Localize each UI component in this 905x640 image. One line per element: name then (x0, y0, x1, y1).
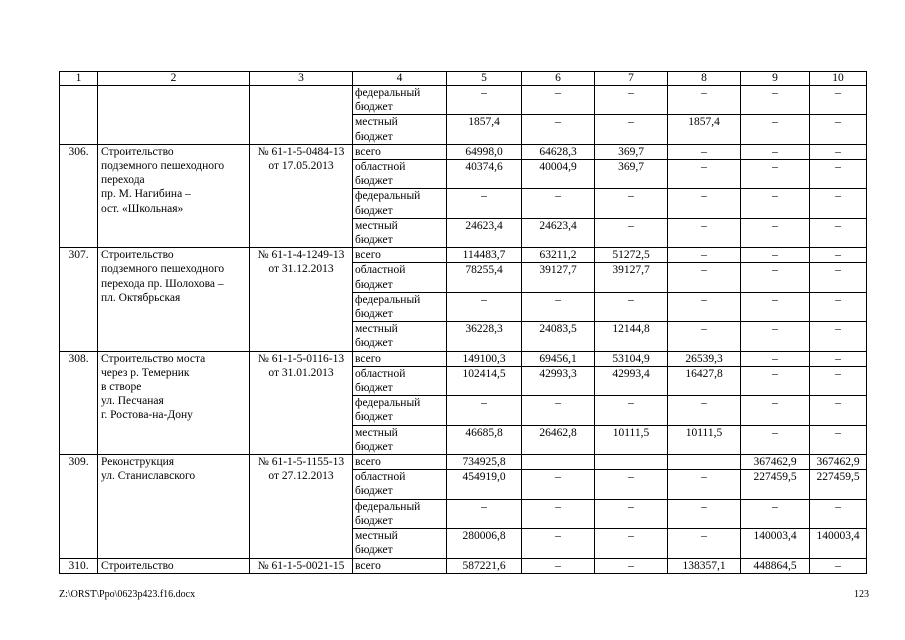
object-name-cell: Реконструкция ул. Станиславского (98, 455, 250, 558)
value-cell-c5: 102414,5 (447, 366, 522, 395)
object-name-cell: Строительство (98, 558, 250, 573)
value-cell-c7: – (595, 218, 668, 247)
value-cell-c9: – (741, 425, 810, 454)
value-cell-c5: 149100,3 (447, 351, 522, 366)
value-cell-c7: – (595, 86, 668, 115)
value-cell-c8 (668, 455, 741, 470)
value-cell-c6: 42993,3 (522, 366, 595, 395)
value-cell-c5: 24623,4 (447, 218, 522, 247)
value-cell-c8: – (668, 499, 741, 528)
col-header-9: 9 (741, 72, 810, 86)
value-cell-c5: 280006,8 (447, 529, 522, 558)
funding-source-cell: всего (353, 558, 447, 573)
value-cell-c10: – (810, 558, 867, 573)
value-cell-c7: – (595, 470, 668, 499)
value-cell-c7: – (595, 189, 668, 218)
value-cell-c9: – (741, 351, 810, 366)
table-body (60, 86, 867, 574)
value-cell-c9: – (741, 189, 810, 218)
value-cell-c5: – (447, 396, 522, 425)
item-number-cell: 307. (60, 248, 98, 351)
value-cell-c10: – (810, 499, 867, 528)
table-row (60, 248, 867, 263)
col-header-2: 2 (98, 72, 250, 86)
value-cell-c7: 369,7 (595, 160, 668, 189)
value-cell-c8: 26539,3 (668, 351, 741, 366)
value-cell-c6: – (522, 470, 595, 499)
value-cell-c6: 39127,7 (522, 263, 595, 292)
value-cell-c9: – (741, 115, 810, 144)
col-header-1: 1 (60, 72, 98, 86)
value-cell-c9: 140003,4 (741, 529, 810, 558)
value-cell-c8: – (668, 529, 741, 558)
value-cell-c10: – (810, 218, 867, 247)
value-cell-c5: – (447, 189, 522, 218)
item-number-cell: 310. (60, 558, 98, 573)
value-cell-c5: 587221,6 (447, 558, 522, 573)
funding-source-cell: местный бюджет (353, 322, 447, 351)
col-header-6: 6 (522, 72, 595, 86)
item-number-cell: 306. (60, 144, 98, 247)
value-cell-c9: 367462,9 (741, 455, 810, 470)
value-cell-c10: – (810, 322, 867, 351)
value-cell-c10: – (810, 248, 867, 263)
value-cell-c7: 42993,4 (595, 366, 668, 395)
funding-source-cell: федеральный бюджет (353, 189, 447, 218)
document-cell: № 61-1-5-1155-13 от 27.12.2013 (250, 455, 353, 558)
value-cell-c6: – (522, 189, 595, 218)
value-cell-c7: 39127,7 (595, 263, 668, 292)
value-cell-c6 (522, 455, 595, 470)
value-cell-c5: – (447, 86, 522, 115)
value-cell-c10: – (810, 425, 867, 454)
value-cell-c9: – (741, 292, 810, 321)
value-cell-c6: – (522, 86, 595, 115)
value-cell-c5: 454919,0 (447, 470, 522, 499)
value-cell-c7: 51272,5 (595, 248, 668, 263)
col-header-4: 4 (353, 72, 447, 86)
value-cell-c9: – (741, 218, 810, 247)
value-cell-c8: – (668, 218, 741, 247)
value-cell-c6: – (522, 115, 595, 144)
value-cell-c8: – (668, 86, 741, 115)
funding-source-cell: всего (353, 144, 447, 159)
value-cell-c9: 448864,5 (741, 558, 810, 573)
value-cell-c9: – (741, 366, 810, 395)
value-cell-c6: 24623,4 (522, 218, 595, 247)
table-row (60, 455, 867, 470)
col-header-8: 8 (668, 72, 741, 86)
value-cell-c8: – (668, 160, 741, 189)
value-cell-c9: – (741, 144, 810, 159)
value-cell-c7: 10111,5 (595, 425, 668, 454)
value-cell-c9: – (741, 322, 810, 351)
value-cell-c10: – (810, 351, 867, 366)
value-cell-c8: – (668, 189, 741, 218)
value-cell-c8: 10111,5 (668, 425, 741, 454)
funding-source-cell: областной бюджет (353, 470, 447, 499)
value-cell-c9: – (741, 86, 810, 115)
value-cell-c7: – (595, 115, 668, 144)
document-cell: № 61-1-4-1249-13 от 31.12.2013 (250, 248, 353, 351)
value-cell-c6: 64628,3 (522, 144, 595, 159)
document-cell: № 61-1-5-0484-13 от 17.05.2013 (250, 144, 353, 247)
value-cell-c10: 227459,5 (810, 470, 867, 499)
value-cell-c7: – (595, 499, 668, 528)
value-cell-c6: – (522, 529, 595, 558)
funding-source-cell: всего (353, 248, 447, 263)
item-number-cell: 308. (60, 351, 98, 454)
document-cell (250, 86, 353, 145)
funding-source-cell: федеральный бюджет (353, 499, 447, 528)
value-cell-c9: 227459,5 (741, 470, 810, 499)
value-cell-c6: – (522, 396, 595, 425)
value-cell-c5: 40374,6 (447, 160, 522, 189)
value-cell-c5: 114483,7 (447, 248, 522, 263)
value-cell-c8: – (668, 292, 741, 321)
funding-source-cell: всего (353, 351, 447, 366)
value-cell-c6: – (522, 558, 595, 573)
budget-table (59, 71, 867, 574)
value-cell-c10: – (810, 115, 867, 144)
value-cell-c6: 26462,8 (522, 425, 595, 454)
value-cell-c7: – (595, 558, 668, 573)
value-cell-c9: – (741, 499, 810, 528)
value-cell-c8: – (668, 470, 741, 499)
value-cell-c7: 369,7 (595, 144, 668, 159)
value-cell-c5: 734925,8 (447, 455, 522, 470)
value-cell-c10: – (810, 189, 867, 218)
object-name-cell: Строительство подземного пешеходного перехода пр. М. Нагибина – ост. «Школьная» (98, 144, 250, 247)
value-cell-c5: 46685,8 (447, 425, 522, 454)
col-header-3: 3 (250, 72, 353, 86)
value-cell-c8: – (668, 248, 741, 263)
value-cell-c8: 16427,8 (668, 366, 741, 395)
value-cell-c5: 78255,4 (447, 263, 522, 292)
value-cell-c6: – (522, 499, 595, 528)
value-cell-c7: – (595, 396, 668, 425)
value-cell-c8: – (668, 263, 741, 292)
value-cell-c6: 69456,1 (522, 351, 595, 366)
value-cell-c5: 36228,3 (447, 322, 522, 351)
header-row (60, 72, 867, 86)
funding-source-cell: местный бюджет (353, 425, 447, 454)
table-row (60, 144, 867, 159)
value-cell-c7: 12144,8 (595, 322, 668, 351)
document-cell: № 61-1-5-0021-15 (250, 558, 353, 573)
value-cell-c9: – (741, 248, 810, 263)
item-number-cell: 309. (60, 455, 98, 558)
value-cell-c10: – (810, 263, 867, 292)
value-cell-c10: – (810, 144, 867, 159)
funding-source-cell: федеральный бюджет (353, 86, 447, 115)
value-cell-c6: – (522, 292, 595, 321)
value-cell-c5: – (447, 292, 522, 321)
value-cell-c10: – (810, 86, 867, 115)
page-number: 123 (854, 589, 869, 600)
value-cell-c7: – (595, 292, 668, 321)
funding-source-cell: местный бюджет (353, 529, 447, 558)
value-cell-c10: – (810, 396, 867, 425)
value-cell-c8: 138357,1 (668, 558, 741, 573)
table-row (60, 351, 867, 366)
value-cell-c7: 53104,9 (595, 351, 668, 366)
value-cell-c9: – (741, 160, 810, 189)
item-number-cell (60, 86, 98, 145)
value-cell-c8: – (668, 144, 741, 159)
funding-source-cell: областной бюджет (353, 366, 447, 395)
value-cell-c5: – (447, 499, 522, 528)
value-cell-c6: 24083,5 (522, 322, 595, 351)
value-cell-c7: – (595, 529, 668, 558)
value-cell-c5: 64998,0 (447, 144, 522, 159)
value-cell-c7 (595, 455, 668, 470)
value-cell-c6: 40004,9 (522, 160, 595, 189)
funding-source-cell: местный бюджет (353, 218, 447, 247)
col-header-10: 10 (810, 72, 867, 86)
funding-source-cell: всего (353, 455, 447, 470)
funding-source-cell: областной бюджет (353, 160, 447, 189)
funding-source-cell: местный бюджет (353, 115, 447, 144)
col-header-7: 7 (595, 72, 668, 86)
footer-file-path: Z:\ORST\Ppo\0623p423.f16.docx (59, 589, 196, 600)
funding-source-cell: федеральный бюджет (353, 396, 447, 425)
funding-source-cell: федеральный бюджет (353, 292, 447, 321)
value-cell-c10: 367462,9 (810, 455, 867, 470)
value-cell-c10: 140003,4 (810, 529, 867, 558)
value-cell-c10: – (810, 366, 867, 395)
object-name-cell (98, 86, 250, 145)
value-cell-c6: 63211,2 (522, 248, 595, 263)
value-cell-c10: – (810, 292, 867, 321)
value-cell-c8: – (668, 396, 741, 425)
value-cell-c5: 1857,4 (447, 115, 522, 144)
funding-source-cell: областной бюджет (353, 263, 447, 292)
value-cell-c10: – (810, 160, 867, 189)
value-cell-c8: – (668, 322, 741, 351)
value-cell-c9: – (741, 263, 810, 292)
table-row (60, 86, 867, 115)
col-header-5: 5 (447, 72, 522, 86)
value-cell-c9: – (741, 396, 810, 425)
value-cell-c8: 1857,4 (668, 115, 741, 144)
document-cell: № 61-1-5-0116-13 от 31.01.2013 (250, 351, 353, 454)
object-name-cell: Строительство моста через р. Темерник в створе ул. Песчаная г. Ростова-на-Дону (98, 351, 250, 454)
table-row (60, 558, 867, 573)
object-name-cell: Строительство подземного пешеходного перехода пр. Шолохова – пл. Октябрьская (98, 248, 250, 351)
